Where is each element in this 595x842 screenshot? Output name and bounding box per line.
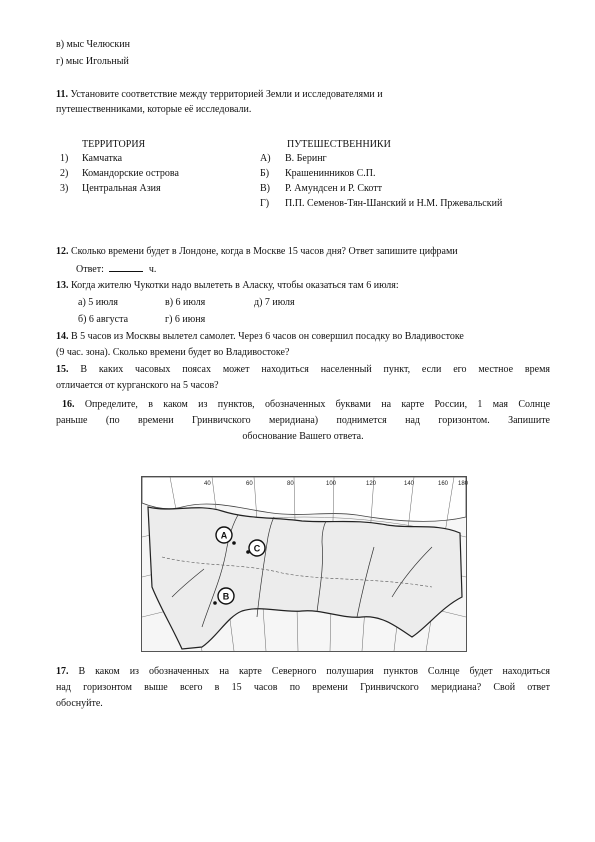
question-13-option: а) 5 июля xyxy=(78,297,118,308)
lon-label: 160 xyxy=(438,481,449,487)
question-13-number: 13. xyxy=(56,280,69,291)
question-16-line1 xyxy=(62,399,550,411)
question-12-number: 12. xyxy=(56,246,69,257)
answer-label: Ответ: xyxy=(76,264,104,275)
question-16-text1: Определите, в каком из пунктов, обозначенных буквами на карте России, 1 мая Солнце xyxy=(84,399,551,410)
lon-label: 100 xyxy=(326,481,337,487)
question-17-line3: обоснуйте. xyxy=(56,698,103,709)
question-12-answer xyxy=(76,262,156,276)
question-16-number: 16. xyxy=(62,399,75,410)
question-14-line1 xyxy=(56,331,464,343)
question-17-text1: В каком из обозначенных на карте Северного полушария пунктов Солнце будет находиться xyxy=(78,666,551,677)
svg-text:А: А xyxy=(220,530,228,541)
lon-label: 80 xyxy=(287,481,294,487)
question-14-line2: (9 час. зона). Сколько времени будет во Владивостоке? xyxy=(56,347,290,358)
lon-label: 180 xyxy=(458,481,469,487)
question-11-text1: Установите соответствие между территорией Земли и исследователями и xyxy=(70,89,383,100)
question-11-line1 xyxy=(56,89,383,101)
lon-label: 40 xyxy=(204,481,211,487)
question-13-option: г) 6 июня xyxy=(165,314,206,325)
question-14-number: 14. xyxy=(56,331,69,342)
option-g: г) мыс Игольный xyxy=(56,56,129,67)
answer-blank[interactable] xyxy=(109,262,143,272)
question-15-line1 xyxy=(56,364,550,376)
question-17-line1 xyxy=(56,666,550,678)
lon-label: 60 xyxy=(246,481,253,487)
question-11-line2: путешественниками, которые её исследовали. xyxy=(56,104,252,115)
question-16-line3: обоснование Вашего ответа. xyxy=(242,431,364,442)
question-13-option: б) 6 августа xyxy=(78,314,129,325)
lon-label: 140 xyxy=(404,481,415,487)
territory-header: ТЕРРИТОРИЯ xyxy=(82,139,146,150)
question-15-number: 15. xyxy=(56,364,69,375)
question-13-option: в) 6 июля xyxy=(165,297,206,308)
question-15-line2: отличается от курганского на 5 часов? xyxy=(56,380,219,391)
svg-text:С: С xyxy=(253,543,261,554)
travelers-header: ПУТЕШЕСТВЕННИКИ xyxy=(287,139,391,150)
svg-text:В: В xyxy=(222,591,230,602)
question-14-text1: В 5 часов из Москвы вылетел самолет. Через 6 часов он совершил посадку во Владивостоке xyxy=(71,331,464,342)
question-17-number: 17. xyxy=(56,666,69,677)
question-16-line2: раньше (по времени Гринвичского меридиана) поднимется над горизонтом. Запишите xyxy=(56,415,550,426)
question-13 xyxy=(56,280,399,292)
question-12-text: Сколько времени будет в Лондоне, когда в Москве 15 часов дня? Ответ запишите цифрами xyxy=(71,246,458,257)
russia-map-svg xyxy=(142,477,469,651)
lon-label: 120 xyxy=(366,481,377,487)
question-15-text1: В каких часовых поясах может находиться населенный пункт, если его местное время xyxy=(80,364,551,375)
russia-map xyxy=(141,476,467,652)
question-13-text: Когда жителю Чукотки надо вылететь в Аласку, чтобы оказаться там 6 июля: xyxy=(71,280,399,291)
option-v: в) мыс Челюскин xyxy=(56,39,130,50)
question-13-option: д) 7 июля xyxy=(254,297,295,308)
question-11-number: 11. xyxy=(56,89,68,100)
question-17-line2: над горизонтом выше всего в 15 часов по времени Гринвичского меридиана? Свой ответ xyxy=(56,682,550,693)
question-12 xyxy=(56,246,458,258)
answer-unit: ч. xyxy=(148,264,157,275)
